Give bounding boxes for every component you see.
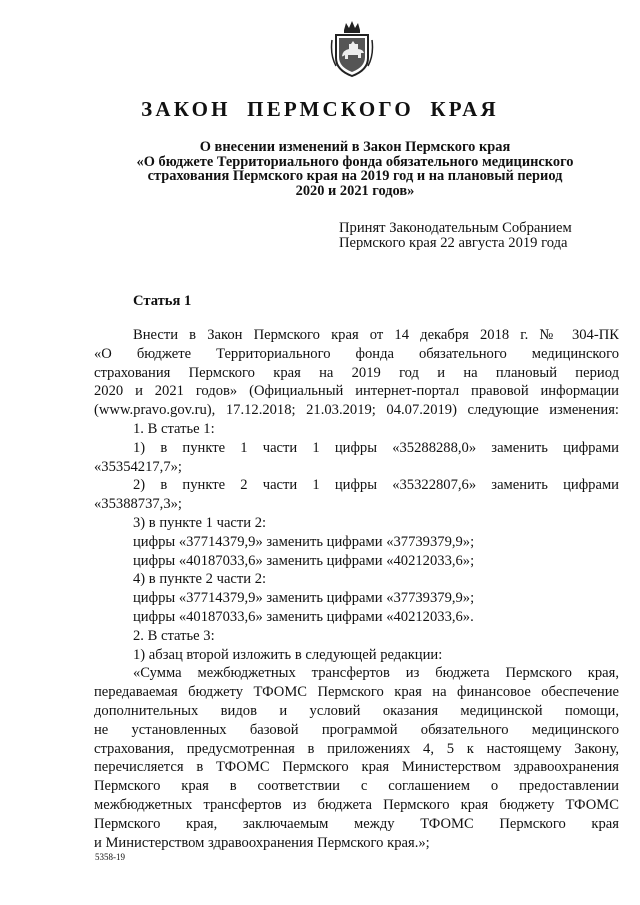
body-line: цифры «37714379,9» заменить цифрами «37739379,9»;	[133, 590, 475, 607]
adoption-line: Принят Законодательным Собранием	[339, 220, 572, 236]
body-line: «Сумма межбюджетных трансфертов из бюджета Пермского края,	[133, 665, 619, 682]
body-line: 2) в пункте 2 части 1 цифры «35322807,6» заменить цифрами	[133, 477, 619, 494]
document-code: 5358-19	[95, 852, 125, 862]
body-line: страхования Пермского края на 2019 год и на плановый период	[94, 364, 619, 381]
subtitle-line: О внесении изменений в Закон Пермского края	[199, 139, 511, 155]
article-body	[94, 326, 619, 852]
body-line: 1. В статье 1:	[133, 420, 215, 437]
body-line: 4) в пункте 2 части 2:	[133, 571, 267, 588]
coat-of-arms-icon	[330, 20, 374, 78]
body-line: 3) в пункте 1 части 2:	[133, 514, 267, 531]
body-line: страхования, предусмотренная в приложениях 4, 5 к настоящему Закону,	[94, 740, 619, 757]
subtitle-line: 2020 и 2021 годов»	[295, 182, 415, 199]
body-line: цифры «37714379,9» заменить цифрами «37739379,9»;	[133, 533, 475, 550]
body-line: Пермского края в соответствии с соглашением о предоставлении	[94, 778, 619, 795]
body-line: не установленных базовой программой обязательного медицинского	[94, 721, 619, 738]
adoption-note	[339, 221, 619, 250]
body-line: 2. В статье 3:	[133, 627, 215, 644]
body-line: межбюджетных трансфертов из бюджета Пермского края бюджету ТФОМС	[94, 796, 619, 813]
body-line: «О бюджете Территориального фонда обязательного медицинского	[94, 345, 619, 362]
body-line: цифры «40187033,6» заменить цифрами «40212033,6»;	[133, 552, 475, 569]
law-title: ЗАКОН ПЕРМСКОГО КРАЯ	[141, 97, 499, 121]
body-line: цифры «40187033,6» заменить цифрами «40212033,6».	[133, 608, 474, 625]
body-line: и Министерством здравоохранения Пермского края.»;	[94, 834, 430, 851]
body-line: 2020 и 2021 годов» (Официальный интернет-портал правовой информации	[94, 383, 619, 400]
adoption-line: Пермского края 22 августа 2019 года	[339, 234, 568, 251]
law-subtitle	[120, 140, 590, 198]
body-line: (www.pravo.gov.ru), 17.12.2018; 21.03.2019; 04.07.2019) следующие изменения:	[94, 402, 619, 419]
body-line: передаваемая бюджету ТФОМС Пермского края на финансовое обеспечение	[94, 684, 619, 701]
body-line: «35388737,3»;	[94, 496, 182, 513]
subtitle-line: «О бюджете Территориального фонда обязательного медицинского	[136, 153, 574, 170]
body-line: 1) в пункте 1 части 1 цифры «35288288,0» заменить цифрами	[133, 439, 619, 456]
body-line: Внести в Закон Пермского края от 14 декабря 2018 г. № 304-ПК	[133, 327, 619, 343]
body-line: дополнительных видов и условий оказания медицинской помощи,	[94, 702, 619, 719]
body-line: «35354217,7»;	[94, 458, 182, 475]
body-line: 1) абзац второй изложить в следующей редакции:	[133, 646, 443, 663]
subtitle-line: страхования Пермского края на 2019 год и на плановый период	[147, 168, 563, 184]
body-line: Пермского края, заключаемым между ТФОМС Пермского края	[94, 815, 619, 832]
body-line: перечисляется в ТФОМС Пермского края Министерством здравоохранения	[94, 759, 619, 776]
article-heading: Статья 1	[133, 293, 192, 309]
